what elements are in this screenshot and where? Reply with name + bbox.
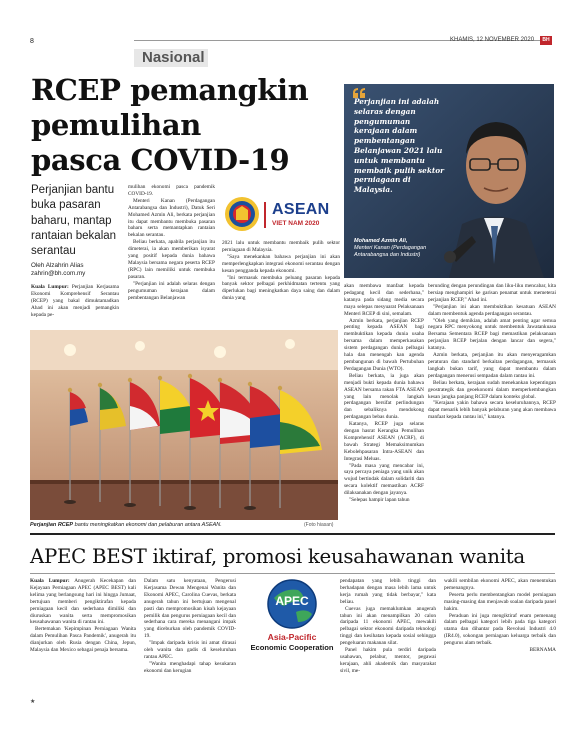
photo-caption-text: bantu meningkatkan ekonomi dan pelaburan antara ASEAN. [74,522,222,528]
headline-underline [30,573,555,574]
article2-column-1 [30,578,136,706]
article2-column-4 [444,578,556,706]
paragraph: "Perjanjian ini akan membuktikan kesatuan ASEAN dalam membentuk agenda perdagangan serantau. [428,303,556,317]
article1-subhead: Perjanjian bantu buka pasaran baharu, mantap rantaian bekalan serantau [31,184,117,258]
article1-column-4 [344,283,424,533]
article1-headline [31,73,311,178]
paragraph: "Impak daripada krisis ini amat dirasai oleh wanita dan gadis di keseluruhan rantau APEC. [144,640,236,660]
paragraph: Azmin berkata, perjanjian itu akan menyeragamkan peraturan dan standard berkaitan perdagangan, termasuk langkah bukan tarif, yang dapat membantu dalam perdagangan menerusi sempadan dalam rantau ini. [428,352,556,379]
asean-vietnam-logo [222,192,340,236]
paragraph: "Selepas hampir lapan tahun [349,497,410,504]
headline-line: RCEP pemangkin [31,73,309,107]
paragraph: Anugerah Kecekapan dan Kejayaan Perniagaan APEC (APEC BEST) kali kelima yang berlangsung hari ini hingga Jumaat, bertujuan memberi pengiktirafan kepada perniagaan kecil dan sederhana dimiliki dan diuruskan wanita serta mempromosikan keusahawanan wanita di rantau ini. [30,578,136,626]
paragraph: Menteri Kanan (Perdagangan Antarabangsa dan Industri), Datuk Seri Mohamed Azmin Ali, berkata perjanjian itu dapat membantu membuka pasaran baharu serta memantapkan rantaian bekalan serantau. [128,197,215,239]
paragraph: Dalam satu kenyataan, Pengerusi Kerjasama Dewan Mengenai Wanita dan Ekonomi APEC, Carolina Cuevas, berkata anugerah tahun ini bertujuan mengenal pasti dan mempromosikan kisah kejayaan pemilik dan pengurus perniagaan kecil dan sederhana cara mereka menangani impak yang diceburkan oleh pandemik COVID-19. [144,578,236,640]
apec-mark: APEC [275,594,309,608]
article1-byline [31,262,121,277]
paragraph: Peserta perlu membentangkan model perniagaan masing-masing dan menjawab soalan daripada panel hakim. [444,591,556,612]
photo-caption-lead: Perjanjian RCEP [30,522,74,528]
publication-logo: BH [540,36,552,45]
paragraph: 2021 lalu untuk membantu membaik pulih sektor perniagaan di Malaysia. [222,240,340,253]
asean-subtitle: VIET NAM 2020 [272,220,320,227]
paragraph: "Wanita menghadapi tahap kesukaran ekonomi dan kerugian [144,660,236,674]
dateline: Kuala Lumpur: [31,284,69,290]
article1-column-2 [128,184,215,324]
apec-line2: Economic Cooperation [250,643,334,652]
byline-author: Oleh Alzahrin Alias [31,262,84,269]
paragraph: akan membawa manfaat kepada pedagang kecil dan sederhana," katanya pada sidang media secara maya selepas mesyuarat Pelaksanaan Menteri RCEP di sini, semalam. [344,283,424,317]
asean-flags-photo [30,330,338,520]
article-divider [30,533,555,535]
photo-caption [30,522,270,528]
apec-line1: Asia-Pacific [267,632,317,642]
article1-column-1 [31,284,119,324]
photo-credit: (Foto hiasan) [304,522,334,528]
asean-title: ASEAN [272,201,330,218]
headline-line: pasca COVID-19 [31,143,290,177]
paragraph: pendapatan yang lebih tinggi dan berhadapan dengan masa lebih lama untuk kerja rumah yang tidak berbayar," kata beliau. [340,578,436,605]
quote-attrib-title: Menteri Kanan (Perdagangan Antarabangsa dan Industri) [354,244,427,258]
paragraph: Beliau berkata, kerajaan sudah menekankan kepentingan geostrategik dan geoekonomi dalam memperkembangkan kesan jangka panjang RCEP dalam konteks global. [428,379,556,400]
paragraph: mulihan ekonomi pasca pandemik COVID-19. [128,184,215,197]
paragraph: Panel hakim pula terdiri daripada usahawan, pelabur, mentor, pegawai kerajaan, ahli akademik dan masyarakat sivil, me- [340,647,436,674]
article1-column-5 [428,283,556,533]
paragraph: Azmin berkata, perjanjian RCEP penting kepada ASEAN bagi membuktikan kepada dunia usaha bersama dalam memperkasakan sistem perdagangan dunia pelbagai hala dan menengah kan agenda pembangunan di bawah Pertubuhan Perdagangan Dunia (WTO). [344,317,424,372]
article2-column-2 [144,578,236,706]
page-number: 8 [30,38,34,45]
paragraph: Katanya, RCEP juga selaras dengan hasrat Kerangka Pemulihan Komprehensif ASEAN (ACRF), di bawah Strategi Memaksimumkan Kebolehpasaran Intra-ASEAN dan Integrasi Meluas. [344,421,424,462]
paragraph: Peraduan ini juga mengiktiraf enam pemenang dalam pelbagai kategori lebih pada tiga kategori utama dan dihantar pada Revolusi Industri 4.0 (IR4.0), sokongan perniagaan keluarga terbaik dan pengurus alam terbaik. [444,612,556,647]
article1-column-3 [222,240,340,328]
paragraph: "Pada masa yang mencabar ini, saya percaya peniaga yang unik akan wujud bertindak dalam solidariti dan secara kolektif memastikan ACRF dilaksanakan dengan jayanya. [344,462,424,497]
paragraph: wakili sembilan ekonomi APEC, akan menentukan pemenangnya. [444,578,556,591]
dateline: Kuala Lumpur: [30,578,70,584]
headline-line: pemulihan [31,108,201,142]
paragraph: "Saya menekankan bahawa perjanjian ini akan memperlengkapkan integrasi ekonomi serantau dengan kesan pengganda kepada ekonomi. [222,253,340,274]
paragraph: "Perjanjian ini adalah selaras dengan pengumuman kerajaan dalam pembentangan Belanjawan [128,280,215,301]
paragraph: Beliau berkata, ia juga akan menjadi bukti kepada dunia bahawa ASEAN bersama rakan FTA ASEAN yang lain menolak langkah perdagangan bersifat perlindungan dan sebaliknya mendokong perdagangan bebas dunia. [344,372,424,421]
paragraph: "Oleh yang demikian, adalah amat penting agar semua negara RPC menyokong untuk membentuk Jawatankuasa Bersama Sementara RCEP bagi memastikan pelaksanaan perjanjian RCEP berjalan dengan lancar dan segera," katanya. [428,317,556,352]
intro-text: Perjanjian Kerjasama Ekonomi Komprehensif Serantau (RCEP) yang bakal dimuktamadkan Ahad ini akan menjadi pemangkin kepada pe- [31,284,119,318]
date-line: KHAMIS, 12 NOVEMBER 2020 [450,37,535,43]
byline-email[interactable]: zahrin@bh.com.my [31,269,86,277]
paragraph: "Ini termasuk membuka peluang pasaran kepada banyak sektor pelbagai perkhidmatan tertentu yang diperlukan bagi meningkatkan daya saing dan dalam dunia yang [222,274,340,302]
pull-quote: Perjanjian ini adalah selaras dengan pengumuman kerajaan dalam pembentangan Belanjawan 2021 lalu untuk membantu membaik pulih sektor perniagaan di Malaysia. [354,97,444,195]
footer-star-icon: ★ [30,698,36,705]
quote-attribution [354,238,452,258]
article2-headline: APEC BEST iktiraf, promosi keusahawanan wanita [30,545,525,568]
quote-attrib-name: Mohamed Azmin Ali, [354,238,408,244]
paragraph: Cuevas juga memaklumkan anugerah tahun ini akan menampilkan 20 calon daripada 11 ekonomi APEC, mewakili pelbagai sektor ekonomi daripada teknologi tinggi dan kesihatan kepada sosial sehingga pengeluaran makanan silat. [340,605,436,647]
paragraph: berunding dengan perundingan dan liku-liku mencabar, kita bersiap menghampiri ke garisan penamat untuk memeterai perjanjian RCEP," Ahad ini. [428,283,556,303]
paragraph: Beliau berkata, apabila perjanjian itu dimeterai, ia akan memberikan isyarat yang positif kepada dunia bahawa Malaysia bersama negara peserta RCEP (RPC) lain memiliki untuk membuka pasaran. [128,239,215,280]
paragraph: Bertemakan 'Kepimpinan Perniagaan Wanita dalam Pemulihan Pasca Pandemik', anugerah itu dianjurkan oleh Rusia dengan China, Jepun, Malaysia dan Mexico sebagai penaja bersama. [30,626,136,654]
source-credit: BERNAMA [529,647,556,654]
apec-logo [244,578,340,656]
flags-photo [30,330,338,520]
paragraph: "Kerajaan yakin bahawa secara keseluruhannya, RCEP dapat menarik lebih banyak pelaburan yang akan membawa manfaat kepada rantau ini," katanya. [428,400,556,421]
section-label: Nasional [142,49,205,66]
article2-column-3 [340,578,436,706]
